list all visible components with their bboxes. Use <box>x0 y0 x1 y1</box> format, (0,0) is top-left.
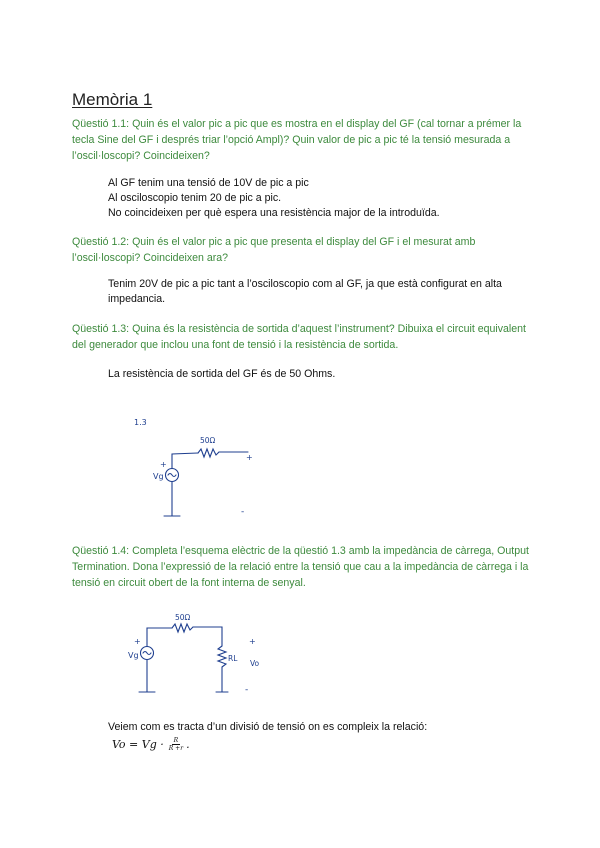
answer-1-1-line: Al GF tenim una tensió de 10V de pic a pic <box>108 177 309 189</box>
sketch-1-3-label: 1.3 <box>134 418 147 427</box>
sketch-1-3-source-plus: + <box>160 460 167 469</box>
formula-tail: . <box>186 738 190 751</box>
formula-numerator: R <box>173 737 179 744</box>
formula-fraction <box>169 737 183 752</box>
sketch-1-3-resistor-label: 50Ω <box>200 436 216 445</box>
formula-lhs: Vo = Vg · <box>112 738 164 751</box>
answer-1-3 <box>108 367 538 382</box>
answer-1-1 <box>108 176 538 221</box>
formula-denominator: R +r <box>168 745 184 752</box>
voltage-divider-formula <box>112 737 190 752</box>
page-title: Memòria 1 <box>72 90 153 109</box>
circuit-sketch-1-3 <box>120 408 270 523</box>
question-1-3: Qüestió 1.3: Quina és la resistència de sortida d’aquest l’instrument? Dibuixa el circuit equivalent del generador que inclou una font de tensió i la resistència de sortida. <box>72 323 527 351</box>
question-1-2: Qüestió 1.2: Quin és el valor pic a pic que presenta el display del GF i el mesurat amb l’oscil·loscopi? Coincideixen ara? <box>72 236 476 264</box>
sketch-1-4-output-plus: + <box>249 637 256 646</box>
sketch-1-3-output-plus: + <box>246 453 253 462</box>
sketch-1-4-source-label: Vg <box>128 651 139 660</box>
answer-1-4-text: Veiem com es tracta d’un divisió de tensió on es compleix la relació: <box>108 721 428 733</box>
answer-1-2-text: Tenim 20V de pic a pic tant a l’osciloscopio com al GF, ja que està configurat en alta impedancia. <box>108 278 502 305</box>
sketch-1-3-source-label: Vg <box>153 472 164 481</box>
sketch-1-4-resistor-label: 50Ω <box>175 613 191 622</box>
sketch-1-3-output-minus: - <box>241 507 245 517</box>
answer-1-2 <box>108 277 528 307</box>
answer-1-3-text: La resistència de sortida del GF és de 50 Ohms. <box>108 368 336 380</box>
circuit-sketch-1-4 <box>120 606 280 701</box>
sketch-1-4-load-label: RL <box>228 654 238 663</box>
answer-1-1-line: Al osciloscopio tenim 20 de pic a pic. <box>108 192 282 204</box>
sketch-1-4-output-minus: - <box>245 685 249 695</box>
answer-1-1-line: No coincideixen per què espera una resistència major de la introduïda. <box>108 207 440 219</box>
sketch-1-4-source-plus: + <box>134 637 141 646</box>
answer-1-4 <box>108 720 538 735</box>
question-1-1: Qüestió 1.1: Quin és el valor pic a pic que es mostra en el display del GF (cal tornar a prémer la tecla Sine del GF i després triar l’opció Ampl)? Quin valor de pic a pic té la tensió mesurada a l’oscil·loscopi? Coincideixen? <box>72 118 522 162</box>
sketch-1-4-output-label: Vo <box>250 659 260 668</box>
question-1-4: Qüestió 1.4: Completa l’esquema elèctric de la qüestió 1.3 amb la impedància de càrrega, Output Termination. Dona l’expressió de la relació entre la tensió que cau a la impedància de càrrega i la tensió en circuit obert de la font interna de senyal. <box>72 545 529 589</box>
